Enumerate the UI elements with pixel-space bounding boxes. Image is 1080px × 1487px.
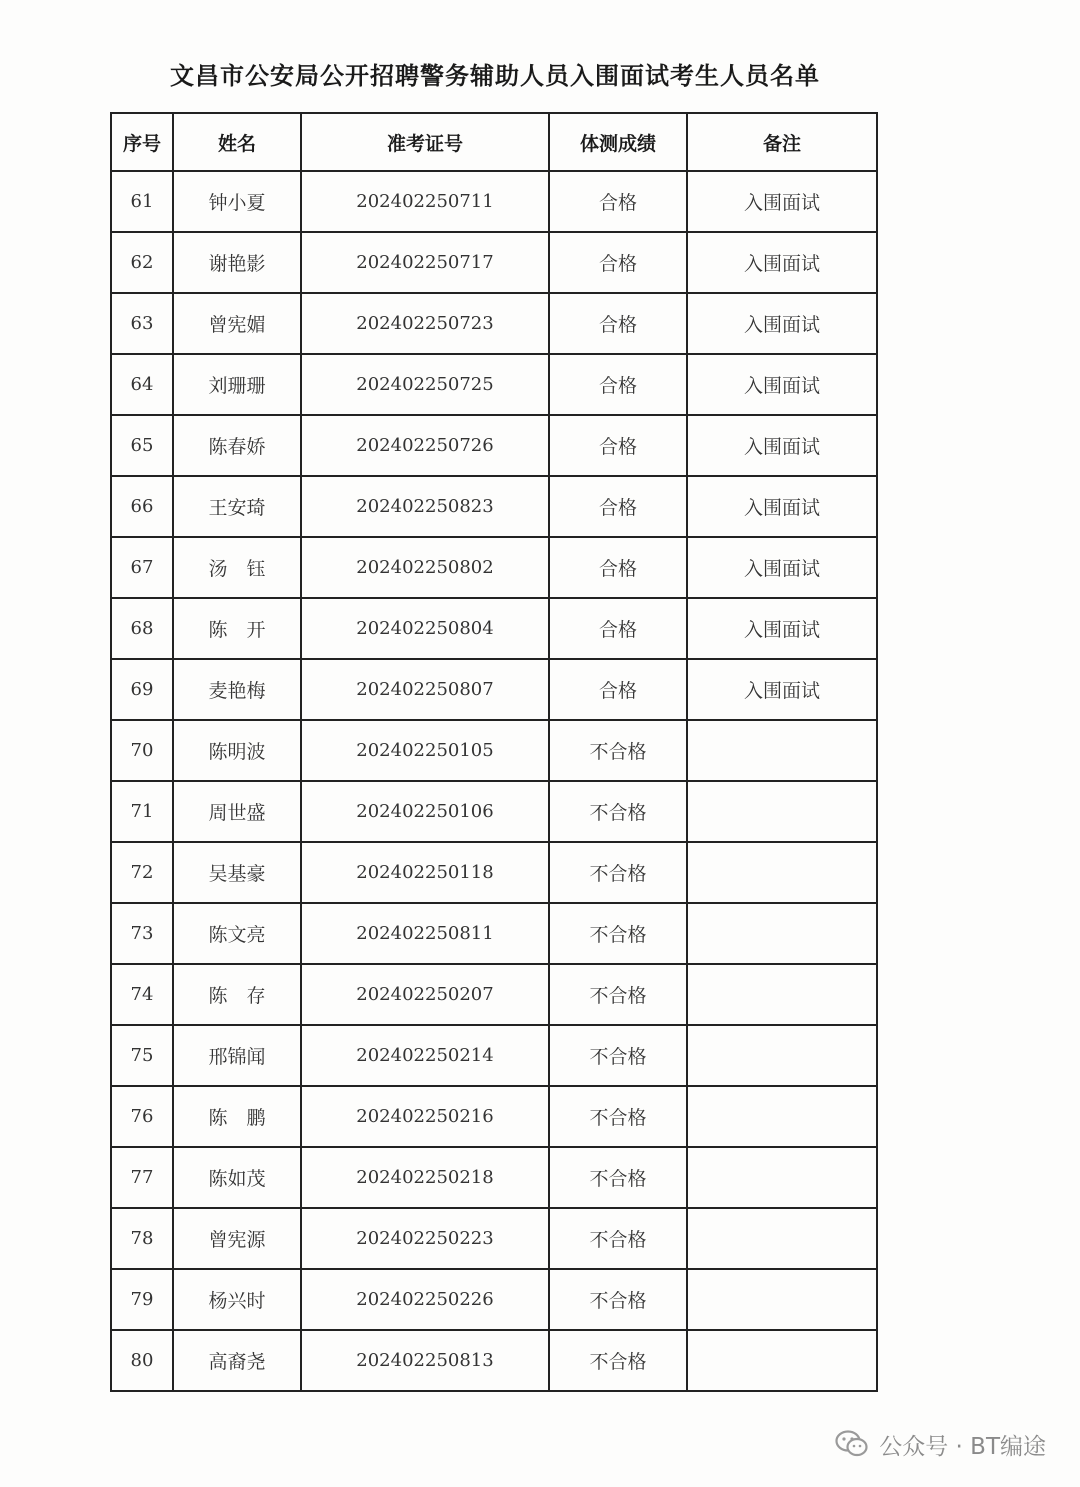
table-row (111, 964, 877, 1025)
table-row (111, 1086, 877, 1147)
cell-fitness: 不合格 (549, 1330, 687, 1391)
candidate-table (110, 112, 878, 1392)
cell-note (687, 781, 877, 842)
table-body (111, 171, 877, 1391)
cell-exam-id: 202402250214 (301, 1025, 549, 1086)
cell-no: 79 (111, 1269, 173, 1330)
cell-no: 72 (111, 842, 173, 903)
cell-note (687, 842, 877, 903)
cell-no: 70 (111, 720, 173, 781)
cell-no: 78 (111, 1208, 173, 1269)
cell-note: 入围面试 (687, 293, 877, 354)
table-row (111, 1269, 877, 1330)
table-row (111, 476, 877, 537)
cell-exam-id: 202402250118 (301, 842, 549, 903)
cell-name: 谢艳影 (173, 232, 301, 293)
cell-fitness: 不合格 (549, 1269, 687, 1330)
cell-name: 陈 开 (173, 598, 301, 659)
cell-name: 王安琦 (173, 476, 301, 537)
table-row (111, 537, 877, 598)
cell-exam-id: 202402250723 (301, 293, 549, 354)
cell-name: 周世盛 (173, 781, 301, 842)
table-row (111, 659, 877, 720)
cell-no: 63 (111, 293, 173, 354)
cell-fitness: 合格 (549, 537, 687, 598)
cell-exam-id: 202402250105 (301, 720, 549, 781)
cell-fitness: 合格 (549, 293, 687, 354)
document-title: 文昌市公安局公开招聘警务辅助人员入围面试考生人员名单 (170, 62, 820, 90)
cell-fitness: 不合格 (549, 1208, 687, 1269)
cell-no: 61 (111, 171, 173, 232)
cell-exam-id: 202402250207 (301, 964, 549, 1025)
cell-note (687, 1025, 877, 1086)
table-row (111, 903, 877, 964)
cell-name: 曾宪媚 (173, 293, 301, 354)
cell-name: 高裔尧 (173, 1330, 301, 1391)
cell-exam-id: 202402250807 (301, 659, 549, 720)
cell-fitness: 不合格 (549, 720, 687, 781)
table-row (111, 720, 877, 781)
cell-exam-id: 202402250811 (301, 903, 549, 964)
cell-no: 68 (111, 598, 173, 659)
cell-fitness: 不合格 (549, 842, 687, 903)
cell-no: 73 (111, 903, 173, 964)
cell-no: 66 (111, 476, 173, 537)
header-note: 备注 (687, 113, 877, 171)
cell-exam-id: 202402250804 (301, 598, 549, 659)
cell-name: 钟小夏 (173, 171, 301, 232)
cell-name: 汤 钰 (173, 537, 301, 598)
cell-note (687, 964, 877, 1025)
cell-no: 64 (111, 354, 173, 415)
cell-no: 75 (111, 1025, 173, 1086)
cell-exam-id: 202402250823 (301, 476, 549, 537)
cell-note: 入围面试 (687, 598, 877, 659)
cell-note (687, 720, 877, 781)
cell-note (687, 1330, 877, 1391)
cell-fitness: 不合格 (549, 781, 687, 842)
cell-no: 74 (111, 964, 173, 1025)
wechat-icon (835, 1429, 869, 1459)
cell-no: 69 (111, 659, 173, 720)
header-no: 序号 (111, 113, 173, 171)
cell-fitness: 合格 (549, 476, 687, 537)
cell-exam-id: 202402250218 (301, 1147, 549, 1208)
table-row (111, 781, 877, 842)
cell-exam-id: 202402250106 (301, 781, 549, 842)
cell-fitness: 合格 (549, 415, 687, 476)
cell-exam-id: 202402250226 (301, 1269, 549, 1330)
cell-exam-id: 202402250725 (301, 354, 549, 415)
cell-name: 杨兴时 (173, 1269, 301, 1330)
cell-name: 麦艳梅 (173, 659, 301, 720)
cell-no: 67 (111, 537, 173, 598)
header-name: 姓名 (173, 113, 301, 171)
header-fitness: 体测成绩 (549, 113, 687, 171)
cell-note (687, 1208, 877, 1269)
cell-name: 陈 鹏 (173, 1086, 301, 1147)
cell-note (687, 1086, 877, 1147)
table-row (111, 598, 877, 659)
cell-name: 陈文亮 (173, 903, 301, 964)
cell-note: 入围面试 (687, 354, 877, 415)
cell-note: 入围面试 (687, 171, 877, 232)
cell-name: 陈 存 (173, 964, 301, 1025)
cell-name: 刘珊珊 (173, 354, 301, 415)
cell-name: 曾宪源 (173, 1208, 301, 1269)
cell-note (687, 903, 877, 964)
cell-fitness: 不合格 (549, 1147, 687, 1208)
cell-no: 65 (111, 415, 173, 476)
table-row (111, 1208, 877, 1269)
cell-note (687, 1147, 877, 1208)
table-row (111, 171, 877, 232)
table-row (111, 842, 877, 903)
cell-exam-id: 202402250717 (301, 232, 549, 293)
table-row (111, 415, 877, 476)
cell-no: 76 (111, 1086, 173, 1147)
cell-name: 邢锦闻 (173, 1025, 301, 1086)
cell-fitness: 不合格 (549, 1025, 687, 1086)
cell-exam-id: 202402250802 (301, 537, 549, 598)
table-row (111, 293, 877, 354)
cell-fitness: 合格 (549, 171, 687, 232)
cell-fitness: 不合格 (549, 903, 687, 964)
cell-fitness: 合格 (549, 232, 687, 293)
cell-no: 80 (111, 1330, 173, 1391)
table-row (111, 1147, 877, 1208)
cell-note: 入围面试 (687, 232, 877, 293)
cell-note: 入围面试 (687, 415, 877, 476)
cell-name: 吴基豪 (173, 842, 301, 903)
watermark-text: 公众号 · BT编途 (879, 1433, 1046, 1460)
cell-fitness: 合格 (549, 659, 687, 720)
cell-note: 入围面试 (687, 537, 877, 598)
cell-no: 62 (111, 232, 173, 293)
table-row (111, 1330, 877, 1391)
cell-fitness: 合格 (549, 354, 687, 415)
cell-name: 陈如茂 (173, 1147, 301, 1208)
cell-exam-id: 202402250223 (301, 1208, 549, 1269)
cell-exam-id: 202402250711 (301, 171, 549, 232)
cell-exam-id: 202402250216 (301, 1086, 549, 1147)
cell-note: 入围面试 (687, 659, 877, 720)
table-row (111, 354, 877, 415)
cell-exam-id: 202402250813 (301, 1330, 549, 1391)
cell-note: 入围面试 (687, 476, 877, 537)
cell-no: 71 (111, 781, 173, 842)
cell-fitness: 不合格 (549, 964, 687, 1025)
table-header-row (111, 113, 877, 171)
cell-note (687, 1269, 877, 1330)
table-row (111, 1025, 877, 1086)
cell-no: 77 (111, 1147, 173, 1208)
table-row (111, 232, 877, 293)
watermark (835, 1428, 1046, 1460)
cell-fitness: 合格 (549, 598, 687, 659)
header-exam-id: 准考证号 (301, 113, 549, 171)
cell-name: 陈明波 (173, 720, 301, 781)
cell-name: 陈春娇 (173, 415, 301, 476)
cell-fitness: 不合格 (549, 1086, 687, 1147)
cell-exam-id: 202402250726 (301, 415, 549, 476)
